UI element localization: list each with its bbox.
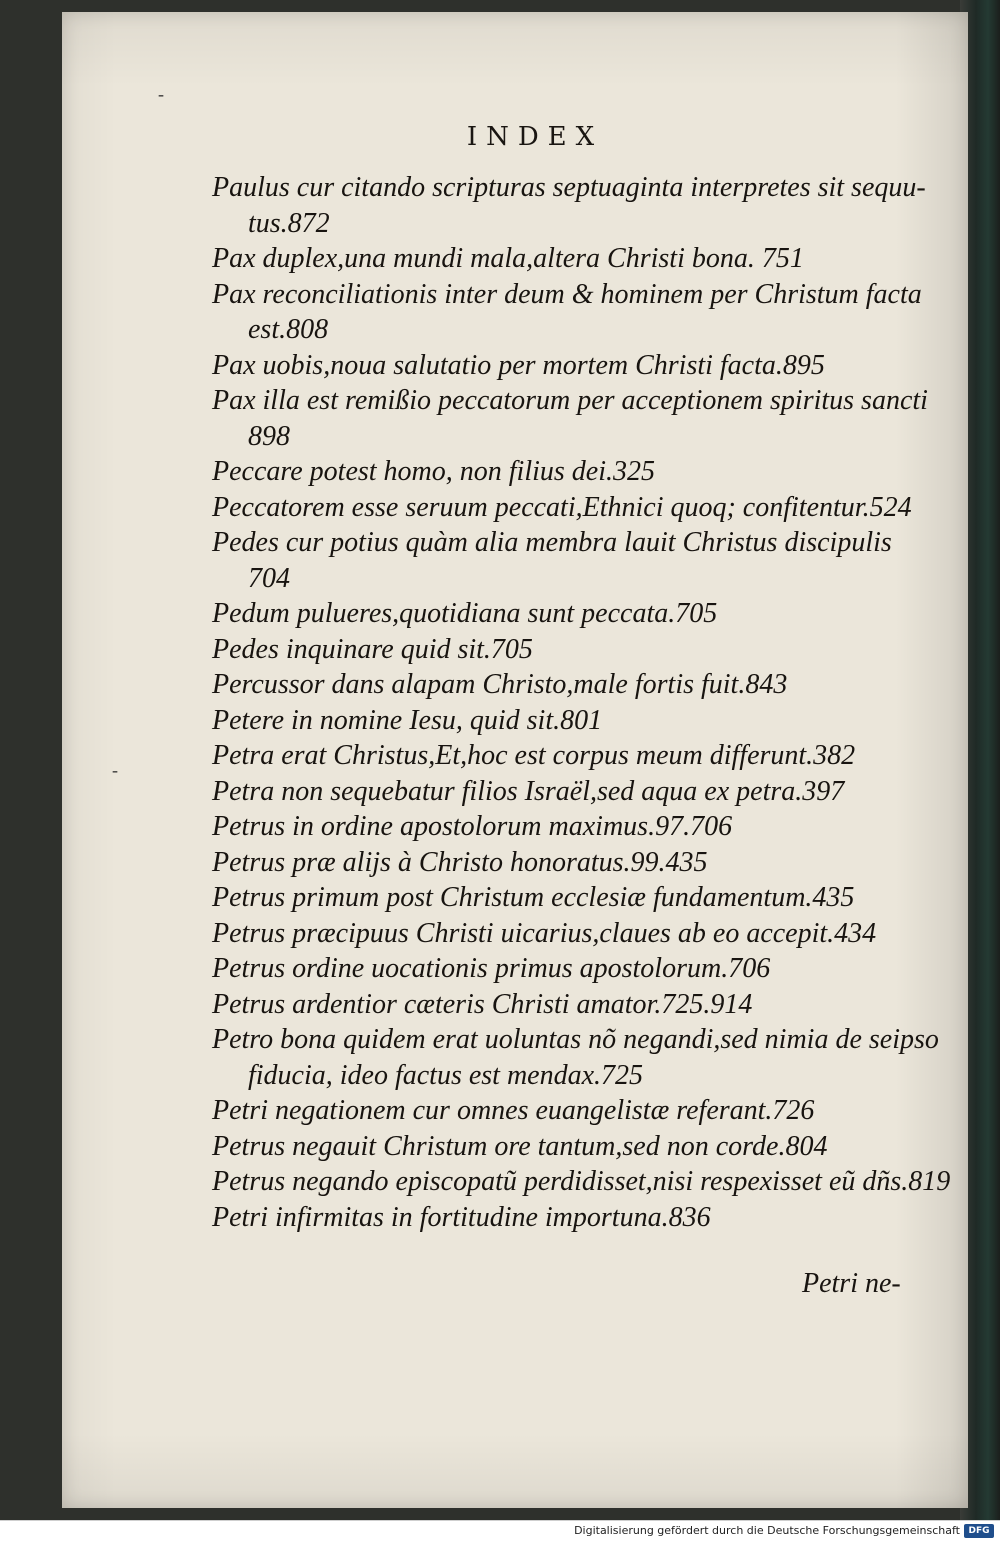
- index-entry-text: Petra erat Christus,Et,hoc est corpus meum differunt.382: [212, 740, 856, 771]
- index-entry: [212, 845, 912, 881]
- index-entry: [212, 1129, 912, 1165]
- index-entry-text: Petrus in ordine apostolorum maximus.97.706: [212, 811, 733, 842]
- index-entry: [212, 1164, 951, 1200]
- dfg-logo: DFG: [964, 1524, 994, 1538]
- ink-speck: -: [158, 84, 164, 104]
- index-entry: [212, 490, 912, 526]
- index-entry: [212, 383, 928, 454]
- index-entry: [212, 916, 912, 952]
- index-entry-text: Percussor dans alapam Christo,male fortis fuit.843: [212, 669, 788, 700]
- index-entries: [212, 170, 951, 1235]
- index-entry-text: Petrus primum post Christum ecclesiæ fundamentum.435: [212, 882, 855, 913]
- index-entry-text: Petrus ordine uocationis primus apostolorum.706: [212, 953, 771, 984]
- index-entry-text: Petrus præ alijs à Christo honoratus.99.435: [212, 846, 708, 878]
- index-entry: [212, 667, 912, 703]
- catchword: Petri ne-: [802, 1268, 901, 1299]
- index-entry: [212, 774, 912, 810]
- index-entry: [212, 703, 912, 739]
- index-entry-continuation: fiducia, ideo factus est mendax.725: [248, 1059, 644, 1091]
- index-entry-continuation: 704: [248, 562, 290, 594]
- index-entry: [212, 277, 922, 348]
- index-entry: [212, 632, 912, 668]
- index-entry: [212, 1022, 939, 1093]
- footer-bar: [0, 1520, 1000, 1542]
- index-entry-continuation: est.808: [248, 314, 329, 345]
- index-entry: [212, 241, 912, 277]
- index-entry: [212, 987, 912, 1023]
- index-entry-text: Petra non sequebatur filios Israël,sed aqua ex petra.397: [212, 775, 845, 807]
- index-entry-text: Petrus negando episcopatũ perdidisset,nisi respexisset eũ dñs.819: [212, 1166, 951, 1197]
- index-entry-text: Pedes cur potius quàm alia membra lauit Christus discipulis: [212, 527, 892, 558]
- index-entry: [212, 809, 912, 845]
- index-entry: [212, 596, 912, 632]
- index-entry: [212, 348, 912, 384]
- index-entry: [212, 170, 926, 241]
- index-entry-text: Petri infirmitas in fortitudine importuna.836: [212, 1201, 711, 1233]
- index-entry-continuation: 898: [248, 420, 290, 452]
- index-entry-text: Pax reconciliationis inter deum & hominem per Christum facta: [212, 278, 922, 310]
- index-entry: [212, 1093, 912, 1129]
- index-entry: [212, 738, 912, 774]
- index-entry-text: Peccare potest homo, non filius dei.325: [212, 456, 655, 487]
- index-entry-text: Peccatorem esse seruum peccati,Ethnici quoq; confitentur.524: [212, 491, 912, 523]
- index-entry-text: Pax duplex,una mundi mala,altera Christi bona. 751: [212, 243, 804, 274]
- index-entry: [212, 1200, 912, 1236]
- index-entry: [212, 951, 912, 987]
- index-entry-text: Petrus negauit Christum ore tantum,sed non corde.804: [212, 1130, 828, 1162]
- index-entry-text: Petere in nomine Iesu, quid sit.801: [212, 704, 603, 736]
- index-entry-text: Pedes inquinare quid sit.705: [212, 633, 533, 665]
- page-header: INDEX: [466, 122, 604, 152]
- index-entry-text: Petri negationem cur omnes euangelistæ referant.726: [212, 1095, 815, 1126]
- index-entry-text: Pax uobis,noua salutatio per mortem Christi facta.895: [212, 349, 825, 381]
- footer-credit: Digitalisierung gefördert durch die Deutsche Forschungsgemeinschaft: [574, 1524, 960, 1537]
- index-entry: [212, 525, 912, 596]
- index-entry-continuation: tus.872: [248, 207, 330, 239]
- index-entry: [212, 454, 912, 490]
- index-entry-text: Petrus ardentior cæteris Christi amator.725.914: [212, 988, 753, 1020]
- index-entry-text: Pedum pulueres,quotidiana sunt peccata.705: [212, 598, 718, 629]
- index-entry-text: Pax illa est remißio peccatorum per acceptionem spiritus sancti: [212, 385, 928, 416]
- index-entry-text: Petro bona quidem erat uoluntas nõ negandi,sed nimia de seipso: [212, 1024, 939, 1055]
- index-entry: [212, 880, 912, 916]
- index-entry-text: Petrus præcipuus Christi uicarius,claues ab eo accepit.434: [212, 917, 877, 949]
- index-entry-text: Paulus cur citando scripturas septuaginta interpretes sit sequu-: [212, 172, 926, 203]
- ink-speck: -: [112, 760, 118, 780]
- book-page: [62, 12, 968, 1508]
